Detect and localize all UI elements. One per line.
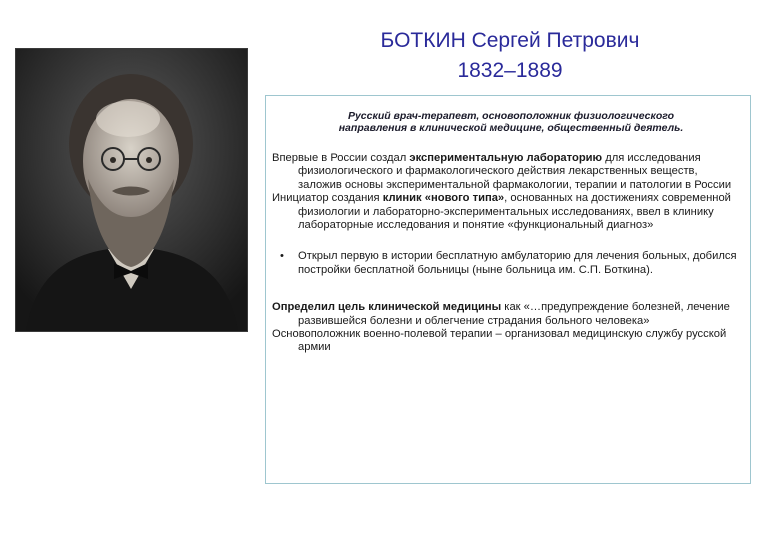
content-body <box>272 152 744 355</box>
portrait-icon <box>16 49 247 331</box>
paragraph-clinics <box>272 192 744 232</box>
subtitle-line-2: направления в клинической медицине, общественный деятель. <box>338 122 684 134</box>
p2-bold: клиник «нового типа» <box>382 192 505 205</box>
bullet-icon: • <box>280 250 284 263</box>
subtitle <box>296 110 726 134</box>
p3-bold: Определил цель клинической медицины <box>272 301 502 314</box>
title-years: 1832–1889 <box>457 59 563 82</box>
subtitle-line-1: Русский врач-терапевт, основоположник физиологического <box>347 110 675 122</box>
p4-text: Основоположник военно-полевой терапии – организовал медицинскую службу русской армии <box>272 328 727 354</box>
paragraph-goal <box>272 301 744 328</box>
portrait-photo <box>15 48 248 332</box>
p2-suffix: , основанных на достижениях современной физиологии и лабораторно-экспериментальных исследованиях, ввел в клинику лабораторные исследования и понятие «функциональный диагноз» <box>298 192 731 232</box>
p1-prefix: Впервые в России создал <box>272 152 410 164</box>
p2-prefix: Инициатор создания <box>272 192 383 205</box>
title-name: БОТКИН Сергей Петрович <box>380 29 640 52</box>
p1-bold: экспериментальную лабораторию <box>409 152 603 164</box>
p3-suffix: как «…предупреждение болезней, лечение развившейся болезни и облегчение страдания больного человека» <box>298 301 730 327</box>
paragraph-laboratory <box>272 152 744 192</box>
p1-suffix: для исследования физиологического и фармакологического действия лекарственных веществ, заложив основы экспериментальной фармакологии, терапии и патологии в России <box>298 152 732 191</box>
paragraph-military <box>272 328 744 355</box>
bullet-text: Открыл первую в истории бесплатную амбулаторию для лечения больных, добился постройки бесплатной больницы (ныне больница им. С.П. Боткина). <box>298 250 737 276</box>
page-title <box>300 26 720 86</box>
list-item <box>272 250 744 277</box>
